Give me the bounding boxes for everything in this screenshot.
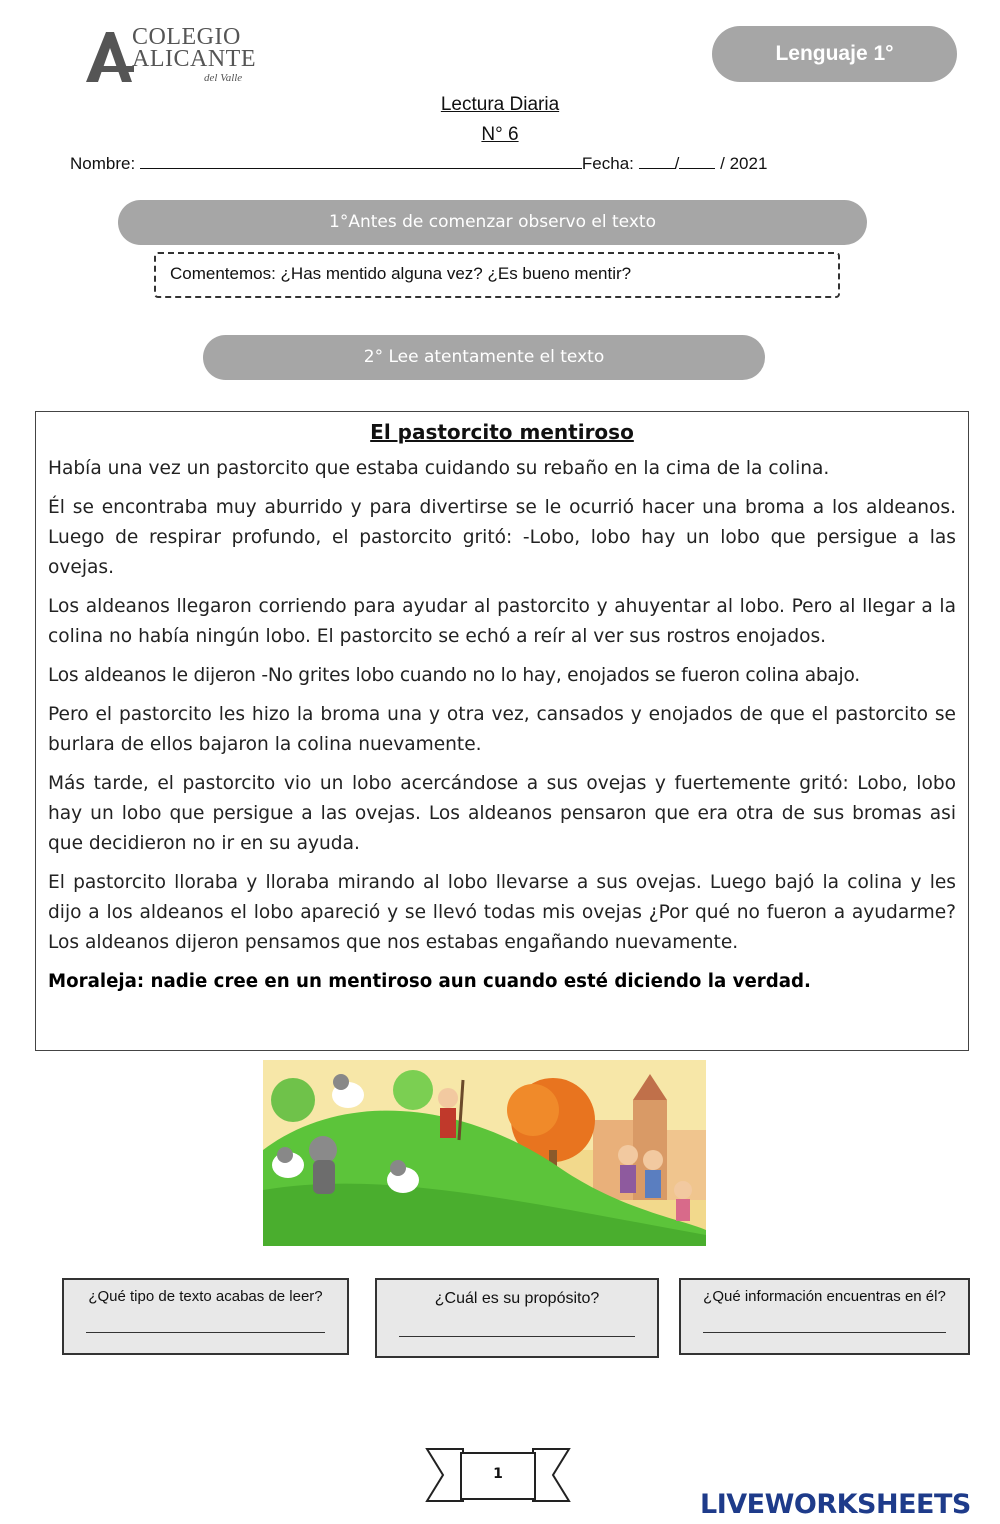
logo-line2: ALICANTE <box>132 46 256 72</box>
question-box-3 <box>679 1278 970 1355</box>
day-field[interactable] <box>639 152 675 169</box>
answer-line[interactable] <box>703 1332 946 1333</box>
question-text: ¿Cuál es su propósito? <box>434 1290 600 1307</box>
discussion-text: Comentemos: ¿Has mentido alguna vez? ¿Es bueno mentir? <box>170 264 632 283</box>
question-box-1 <box>62 1278 349 1355</box>
worksheet-title: Lectura Diaria <box>440 94 560 115</box>
story-moral: Moraleja: nadie cree en un mentiroso aun cuando esté diciendo la verdad. <box>48 971 811 992</box>
page-number: 1 <box>493 1466 503 1482</box>
name-date-row <box>70 152 767 174</box>
story-paragraph: Él se encontraba muy aburrido y para divertirse se le ocurrió hacer una broma a los aldeanos. Luego de respirar profundo, el pastorcito gritó: -Lobo, lobo hay un lobo que persigue a las ovejas. <box>48 497 956 578</box>
answer-line[interactable] <box>86 1332 325 1333</box>
question-text: ¿Qué tipo de texto acabas de leer? <box>88 1288 323 1305</box>
school-logo <box>84 24 264 94</box>
story-paragraph: Los aldeanos llegaron corriendo para ayudar al pastorcito y ahuyentar al lobo. Pero al llegar a la colina no había ningún lobo. El pastorcito se echó a reír al ver sus rostros enojados. <box>48 596 956 647</box>
name-label: Nombre: <box>70 154 136 173</box>
month-field[interactable] <box>679 152 715 169</box>
story-paragraph: Más tarde, el pastorcito vio un lobo acercándose a sus ovejas y fuertemente gritó: Lobo, lobo hay un lobo que persigue a las ovejas. Los aldeanos pensaron que era otra de sus bromas asi que decidieron no ir en su ayuda. <box>48 773 956 854</box>
discussion-box <box>154 252 840 298</box>
answer-line[interactable] <box>399 1336 635 1337</box>
liveworksheets-watermark <box>700 1489 971 1520</box>
worksheet-number: N° 6 <box>481 124 519 145</box>
date-sep-1: / <box>674 154 680 173</box>
name-field[interactable] <box>140 152 582 169</box>
page-number-ribbon <box>425 1445 571 1505</box>
story-paragraph: Los aldeanos le dijeron -No grites lobo cuando no lo hay, enojados se fueron colina abajo. <box>48 665 860 686</box>
year: 2021 <box>729 154 768 173</box>
question-box-2 <box>375 1278 659 1358</box>
story-paragraph: El pastorcito lloraba y lloraba mirando al lobo llevarse a sus ovejas. Luego bajó la colina y les dijo a los aldeanos el lobo apareció y se llevó todas mis ovejas ¿Por qué no fueron a ayudarme? Los aldeanos dijeron pensamos que nos estabas engañando nuevamente. <box>48 872 956 953</box>
story-paragraph: Había una vez un pastorcito que estaba cuidando su rebaño en la cima de la colina. <box>48 458 830 479</box>
date-label: Fecha: <box>581 154 634 173</box>
brand-prefix: LIVE <box>700 1489 765 1520</box>
logo-line1: COLEGIO <box>132 24 241 50</box>
step2-banner: 2° Lee atentamente el texto <box>203 335 765 380</box>
story-illustration <box>263 1060 706 1246</box>
subject-badge: Lenguaje 1° <box>712 26 957 82</box>
date-sep-2: / <box>720 154 725 173</box>
logo-a-icon <box>84 28 134 84</box>
story-title: El pastorcito mentiroso <box>370 420 634 444</box>
logo-line3: del Valle <box>204 72 243 84</box>
question-text: ¿Qué información encuentras en él? <box>703 1288 946 1305</box>
illustration-scene <box>263 1060 706 1246</box>
story-paragraph: Pero el pastorcito les hizo la broma una y otra vez, cansados y enojados de que el pastorcito se burlara de ellos bajaron la colina nuevamente. <box>48 704 956 755</box>
brand-suffix: WORKSHEETS <box>764 1489 971 1520</box>
step1-banner: 1°Antes de comenzar observo el texto <box>118 200 867 245</box>
story-box <box>35 411 969 1051</box>
